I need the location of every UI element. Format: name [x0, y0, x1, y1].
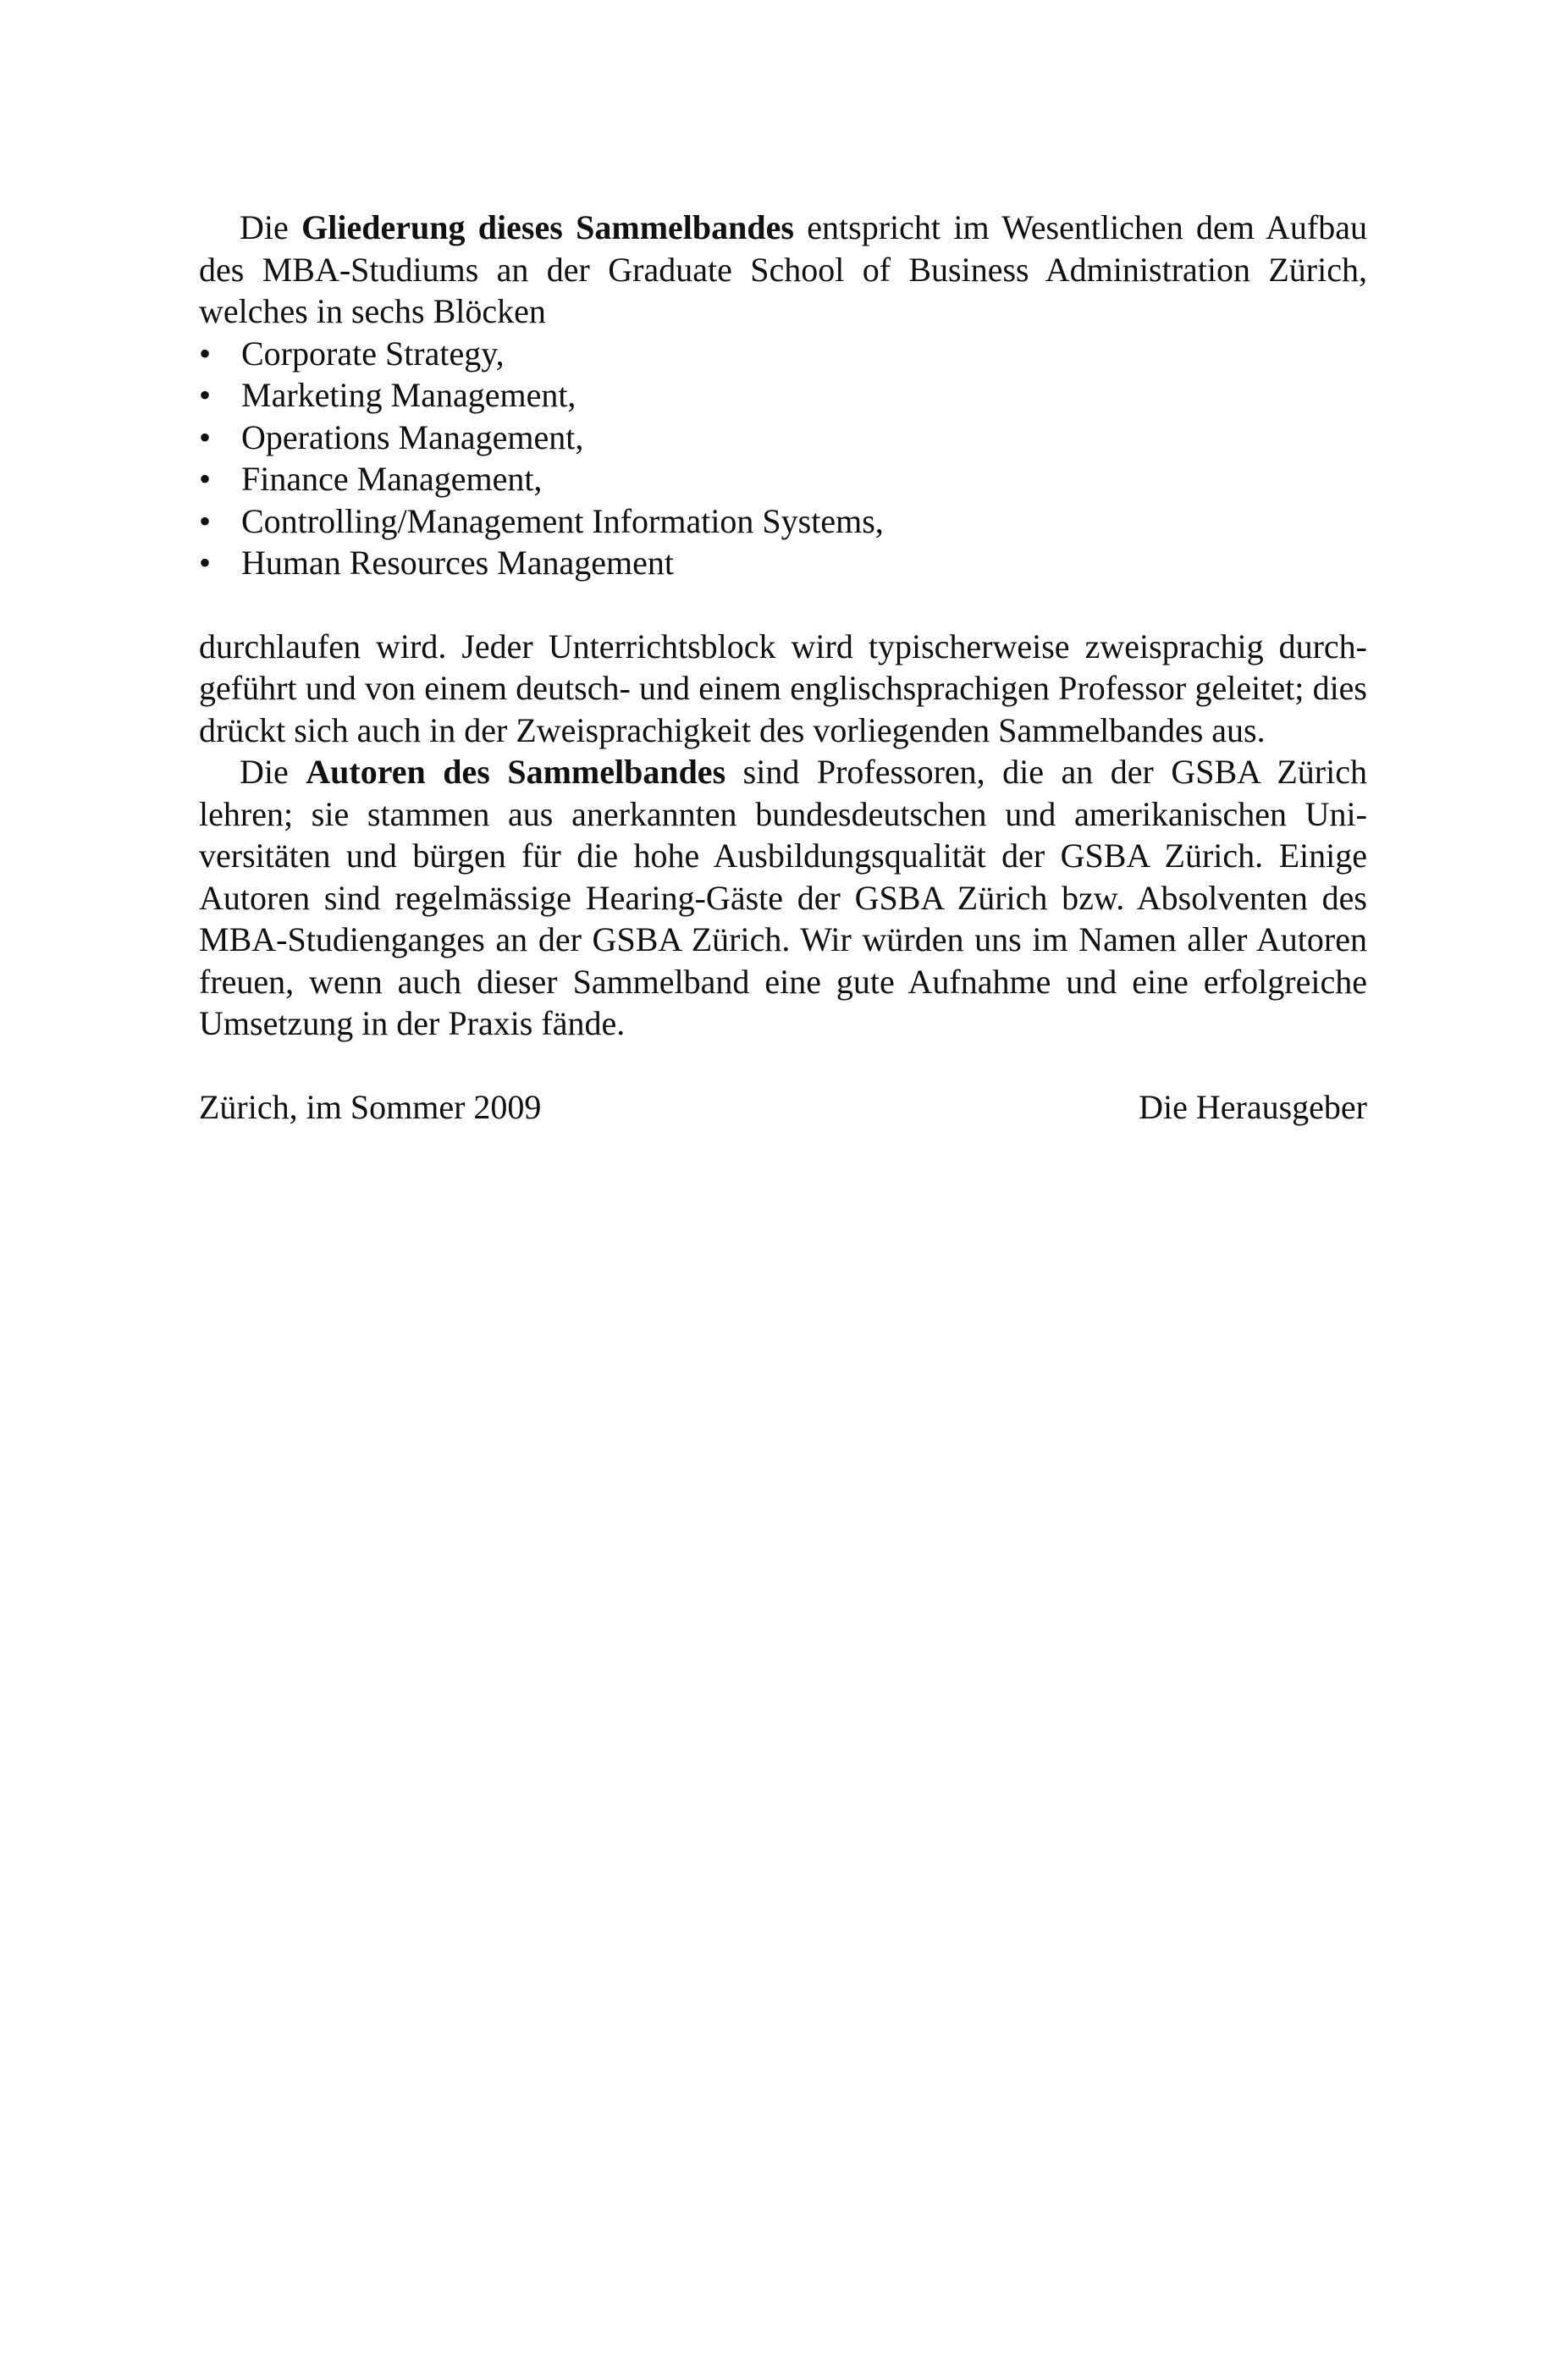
paragraph-structure: [199, 207, 1367, 333]
block-list: [199, 333, 1367, 584]
paragraph-structure-intro: Die: [240, 208, 302, 246]
list-item-text: Human Resources Management: [241, 544, 674, 582]
place-date: Zürich, im Sommer 2009: [199, 1087, 542, 1126]
bullet-marker: •: [199, 376, 212, 414]
bullet-marker: •: [199, 501, 212, 540]
list-item-text: Marketing Management,: [241, 376, 576, 414]
list-item: [199, 417, 1367, 459]
paragraph-authors-body: sind Professoren, die an der GSBA Zürich lehren; sie stammen aus anerkannten bundesdeutschen und amerikanischen Universitäten und bürgen für die hohe Ausbildungsqualität der GSBA Zürich. Einige Autoren sind regelmässige Hearing-Gäste der GSBA Zürich bzw. Absolventen des MBA-Studienganges an der GSBA Zürich. Wir würden uns im Namen aller Autoren freuen, wenn auch dieser Sammelband eine gute Aufnahme und eine erfolgreiche Umsetzung in der Praxis fände.: [199, 753, 1367, 1042]
paragraph-authors: [199, 751, 1367, 1045]
list-item-text: Finance Management,: [241, 460, 543, 498]
list-item-text: Controlling/Management Information Systems,: [241, 501, 884, 540]
paragraph-bilingual: durchlaufen wird. Jeder Unterrichtsblock wird typischerweise zweisprachig durchgeführt und von einem deutsch- und einem englischsprachigen Professor geleitet; dies drückt sich auch in der Zweisprachigkeit des vorliegenden Sammelbandes aus.: [199, 627, 1367, 749]
list-item-text: Operations Management,: [241, 417, 584, 456]
paragraph-authors-emphasis: Autoren des Sammelbandes: [306, 753, 726, 791]
signature: Die Herausgeber: [1139, 1087, 1367, 1126]
bullet-marker: •: [199, 417, 212, 456]
list-item: [199, 458, 1367, 500]
list-item: [199, 374, 1367, 417]
paragraph-authors-intro: Die: [240, 753, 306, 791]
bullet-marker: •: [199, 460, 212, 498]
closing-line: [199, 1086, 1367, 1129]
spacer: [199, 584, 1367, 626]
bullet-marker: •: [199, 334, 212, 373]
document-page: [199, 207, 1367, 1128]
bullet-marker: •: [199, 544, 212, 582]
list-item: [199, 333, 1367, 375]
list-item: [199, 500, 1367, 543]
list-item-text: Corporate Strategy,: [241, 334, 505, 373]
paragraph-structure-body: entspricht im Wesentlichen dem Aufbau des MBA-Studiums an der Graduate School of Business Administration Zürich, welches in sechs Blöcken: [199, 208, 1367, 330]
paragraph-structure-emphasis: Gliederung dieses Sammelbandes: [301, 208, 794, 246]
list-item: [199, 542, 1367, 584]
